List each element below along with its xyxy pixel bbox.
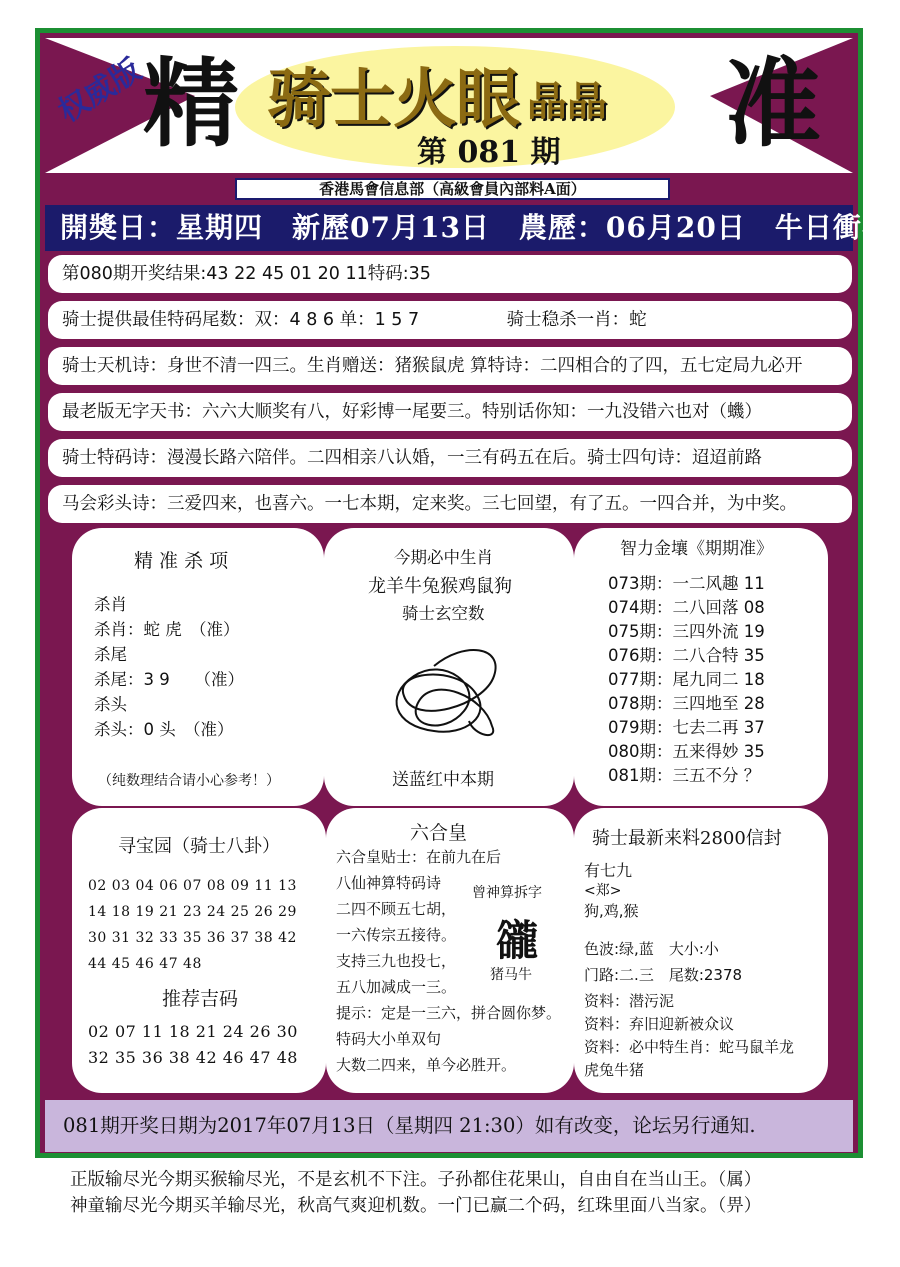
bottom-poem: 正版输尽光今期买猴输尽光，不是玄机不下注。子孙都住花果山，自由自在当山王。（属） xyxy=(70,1170,762,1190)
liuhe-line: 二四不顾五七胡， xyxy=(336,900,457,918)
latest-detail: 虎兔牛猪 xyxy=(584,1061,645,1079)
center-label-2: 骑士玄空数 xyxy=(402,604,485,623)
history-item: 080期：五来得妙 35 xyxy=(608,742,765,761)
kill-line: 杀尾 xyxy=(94,645,127,664)
footer-notice: 081期开奖日期为2017年07月13日（星期四 21:30）如有改变，论坛另行通知. xyxy=(45,1100,853,1152)
poem-row: 骑士天机诗：身世不清一四三。生肖赠送：猪猴鼠虎 算特诗：二四相合的了四，五七定局九必开 xyxy=(48,347,852,385)
history-item: 081期：三五不分 ？ xyxy=(608,766,761,785)
recommend-numbers: 02 07 11 18 21 24 26 30 xyxy=(88,1022,298,1041)
liuhe-line: 五八加减成一三。 xyxy=(336,978,457,996)
book-row: 最老版无字天书：六六大顺奖有八，好彩博一尾要三。特别话你知：一九没错六也对（蟣） xyxy=(48,393,852,431)
latest-detail: 资料：弃旧迎新被众议 xyxy=(584,1015,735,1033)
center-panel xyxy=(324,528,574,806)
history-item: 075期：三四外流 19 xyxy=(608,622,765,641)
liuhe-line: 六合皇贴士：在前九在后 xyxy=(336,848,502,866)
treasure-numbers: 44 45 46 47 48 xyxy=(88,956,202,972)
header xyxy=(45,38,853,173)
right-char: 准 xyxy=(725,47,821,160)
history-item: 077期：尾九同二 18 xyxy=(608,670,765,689)
history-item: 076期：二八合特 35 xyxy=(608,646,765,665)
latest-title: 骑士最新来料2800信封 xyxy=(592,828,782,849)
kill-line: 杀肖：蛇 虎 （准） xyxy=(94,620,240,639)
kill-line: 杀头 xyxy=(94,695,127,714)
treasure-numbers: 02 03 04 06 07 08 09 11 13 xyxy=(88,878,297,894)
special-poem-row: 骑士特码诗：漫漫长路六陪伴。二四相亲八认婚，一三有码五在后。骑士四句诗：迢迢前路 xyxy=(48,439,852,477)
history-title: 智力金壤《期期准》 xyxy=(620,539,773,559)
center-zodiacs: 龙羊牛兔猴鸡鼠狗 xyxy=(368,576,512,597)
chaizi-answer: 猪马牛 xyxy=(490,967,532,983)
mahui-row: 马会彩头诗：三爱四来，也喜六。一七本期，定来奖。三七回望，有了五。一四合并，为中奖。 xyxy=(48,485,852,523)
issue-number: 第 081 期 xyxy=(417,135,561,170)
left-char: 精 xyxy=(143,47,239,160)
latest-line: <郑> xyxy=(584,883,622,899)
badge-text: 权威版 xyxy=(52,52,148,130)
liuhe-line: 一六传宗五接待。 xyxy=(336,926,457,944)
history-item: 074期：二八回落 08 xyxy=(608,598,765,617)
latest-detail: 资料：潜污泥 xyxy=(584,992,675,1010)
kill-line: 杀尾：3 9 （准） xyxy=(94,670,244,689)
history-item: 079期：七去二再 37 xyxy=(608,718,765,737)
history-item: 073期：一二风趣 11 xyxy=(608,574,765,593)
tail-row: 骑士提供最佳特码尾数：双：4 8 6 单：1 5 7 骑士稳杀一肖：蛇 xyxy=(48,301,852,339)
latest-line: 狗,鸡,猴 xyxy=(584,902,639,920)
draw-date-bar: 開獎日：星期四 新歷07月13日 農歷：06月20日 牛日衝羊 xyxy=(45,205,853,251)
bottom-poem: 神童输尽光今期买羊输尽光，秋高气爽迎机数。一门已赢二个码，红珠里面八当家。（畀） xyxy=(70,1196,762,1216)
kill-line: 杀肖 xyxy=(94,595,127,614)
recommend-title: 推荐吉码 xyxy=(162,988,239,1010)
treasure-title: 寻宝园（骑士八卦） xyxy=(118,836,280,857)
latest-detail: 门路:二.三 尾数:2378 xyxy=(584,966,743,984)
history-item: 078期：三四地至 28 xyxy=(608,694,765,713)
title-sub: 晶晶 xyxy=(527,78,607,125)
result-row: 第080期开奖结果:43 22 45 01 20 11特码:35 xyxy=(48,255,852,293)
liuhe-tip: 提示：定是一三六，拼合圆你梦。 xyxy=(336,1004,562,1022)
treasure-numbers: 30 31 32 33 35 36 37 38 42 xyxy=(88,930,297,946)
latest-panel xyxy=(574,808,828,1093)
scribble-path xyxy=(397,650,496,735)
liuhe-tip: 大数二四来，单今必胜开。 xyxy=(336,1056,517,1074)
chaizi-char: 豅 xyxy=(496,916,539,965)
treasure-panel xyxy=(72,808,326,1093)
liuhe-tip: 特码大小单双句 xyxy=(336,1030,442,1048)
chaizi-label: 曾神算拆字 xyxy=(472,885,542,901)
info-bar: 香港馬會信息部（高級會員內部料A面） xyxy=(235,178,670,200)
center-bottom: 送蓝红中本期 xyxy=(392,770,494,790)
title-main: 骑士火眼 xyxy=(267,62,519,137)
liuhe-line: 八仙神算特码诗 xyxy=(336,874,442,892)
liuhe-panel xyxy=(326,808,574,1093)
page-frame xyxy=(35,28,891,1158)
latest-detail: 色波:绿,蓝 大小:小 xyxy=(584,940,719,958)
liuhe-title: 六合皇 xyxy=(410,822,468,844)
latest-line: 有七九 xyxy=(584,861,633,880)
recommend-numbers: 32 35 36 38 42 46 47 48 xyxy=(88,1048,298,1067)
kill-note: （纯数理结合请小心参考！） xyxy=(98,773,280,789)
treasure-numbers: 14 18 19 21 23 24 25 26 29 xyxy=(88,904,297,920)
history-panel xyxy=(574,528,828,806)
latest-detail: 资料：必中特生肖：蛇马鼠羊龙 xyxy=(584,1038,795,1056)
kill-title: 精 准 杀 项 xyxy=(134,550,229,572)
center-label: 今期必中生肖 xyxy=(394,548,493,567)
scribble-drawing xyxy=(374,636,524,746)
liuhe-line: 支持三九也投七， xyxy=(336,952,457,970)
kill-panel xyxy=(72,528,324,806)
kill-line: 杀头：0 头 （准） xyxy=(94,720,234,739)
